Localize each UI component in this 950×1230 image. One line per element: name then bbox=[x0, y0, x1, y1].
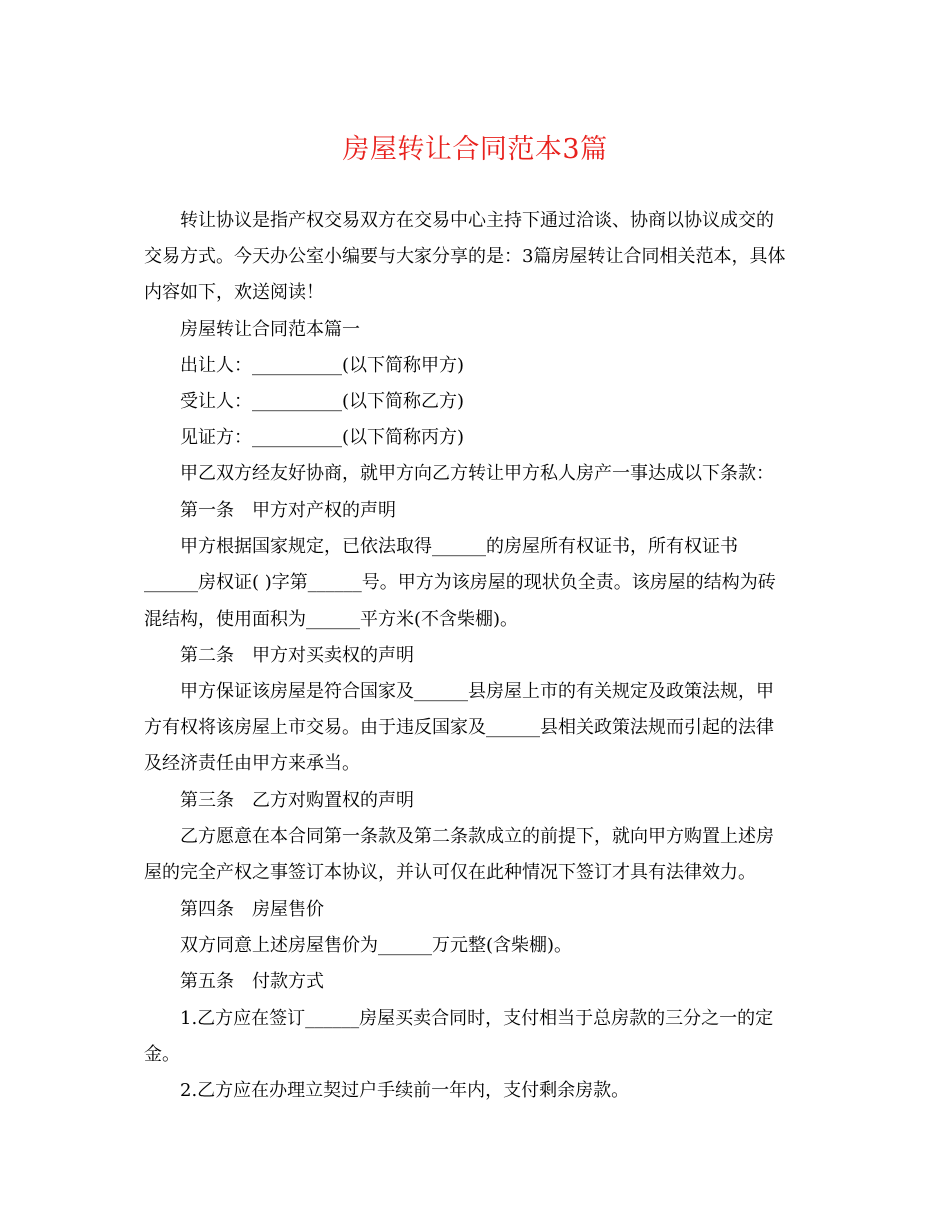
paragraph-line: 乙方愿意在本合同第一条款及第二条款成立的前提下，就向甲方购置上述房 bbox=[180, 826, 774, 847]
paragraph-line: 1.乙方应在签订______房屋买卖合同时，支付相当于总房款的三分之一的定 bbox=[180, 1008, 774, 1029]
paragraph-line: 及经济责任由甲方来承当。 bbox=[144, 753, 360, 774]
paragraph-line: 甲乙双方经友好协商，就甲方向乙方转让甲方私人房产一事达成以下条款： bbox=[180, 463, 774, 484]
article-heading-4: 第四条 房屋售价 bbox=[180, 899, 324, 920]
paragraph-line: 双方同意上述房屋售价为______万元整(含柴棚)。 bbox=[180, 935, 573, 956]
party-line-transferee: 受让人：__________(以下简称乙方) bbox=[180, 391, 465, 412]
article-heading-5: 第五条 付款方式 bbox=[180, 971, 324, 992]
paragraph-line: 2.乙方应在办理立契过户手续前一年内，支付剩余房款。 bbox=[180, 1080, 630, 1101]
paragraph-line: 内容如下，欢送阅读！ bbox=[144, 282, 324, 303]
paragraph-line: ______房权证( )字第______号。甲方为该房屋的现状负全责。该房屋的结构为砖 bbox=[144, 572, 776, 593]
paragraph-line: 方有权将该房屋上市交易。由于违反国家及______县相关政策法规而引起的法律 bbox=[144, 717, 774, 738]
party-line-witness: 见证方：__________(以下简称丙方) bbox=[180, 427, 465, 448]
paragraph-line: 甲方根据国家规定，已依法取得______的房屋所有权证书，所有权证书 bbox=[180, 536, 738, 557]
paragraph-line: 金。 bbox=[144, 1044, 180, 1065]
paragraph-line: 屋的完全产权之事签订本协议，并认可仅在此种情况下签订才具有法律效力。 bbox=[144, 862, 756, 883]
paragraph-line: 混结构，使用面积为______平方米(不含柴棚)。 bbox=[144, 609, 519, 630]
party-line-transferor: 出让人：__________(以下简称甲方) bbox=[180, 355, 465, 376]
document-title: 房屋转让合同范本3篇 bbox=[342, 134, 608, 165]
paragraph-line: 转让协议是指产权交易双方在交易中心主持下通过洽谈、协商以协议成交的 bbox=[180, 210, 774, 231]
article-heading-3: 第三条 乙方对购置权的声明 bbox=[180, 790, 414, 811]
section-heading: 房屋转让合同范本篇一 bbox=[180, 319, 360, 340]
article-heading-1: 第一条 甲方对产权的声明 bbox=[180, 500, 396, 521]
paragraph-line: 交易方式。今天办公室小编要与大家分享的是：3篇房屋转让合同相关范本，具体 bbox=[144, 246, 786, 267]
article-heading-2: 第二条 甲方对买卖权的声明 bbox=[180, 645, 414, 666]
paragraph-line: 甲方保证该房屋是符合国家及______县房屋上市的有关规定及政策法规，甲 bbox=[180, 681, 774, 702]
